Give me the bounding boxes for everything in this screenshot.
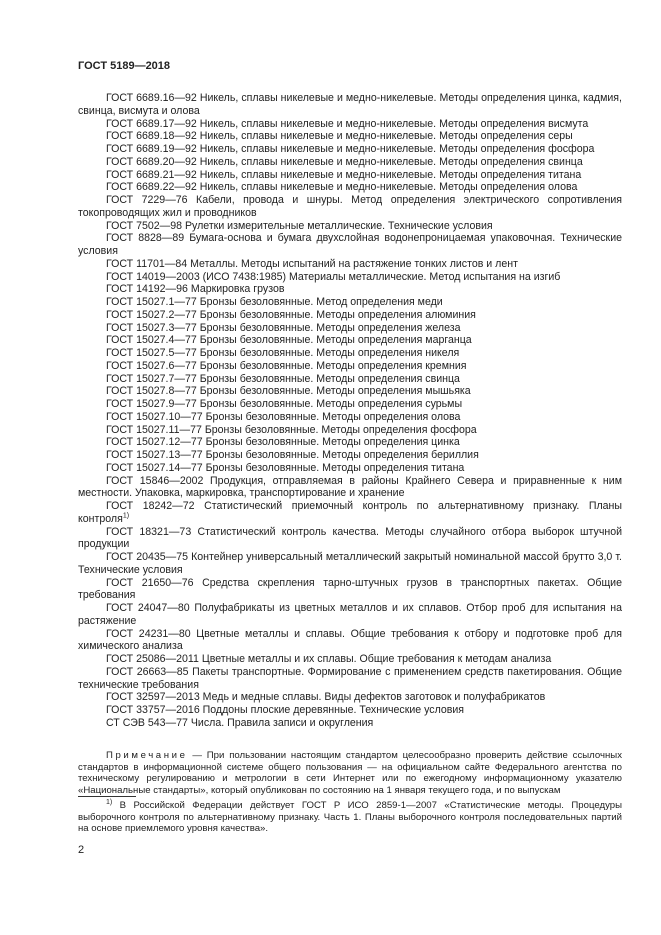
footnote — [78, 800, 622, 835]
reference-item — [78, 283, 622, 296]
reference-text: ГОСТ 15027.8—77 Бронзы безоловянные. Методы определения мышьяка — [106, 385, 471, 398]
reference-item — [78, 436, 622, 449]
reference-text: ГОСТ 6689.20—92 Никель, сплавы никелевые и медно-никелевые. Методы определения свинца — [106, 155, 583, 168]
reference-item — [78, 92, 622, 118]
reference-text: ГОСТ 14019—2003 (ИСО 7438:1985) Материалы металлические. Метод испытания на изгиб — [106, 270, 561, 283]
reference-item — [78, 449, 622, 462]
reference-text: СТ СЭВ 543—77 Числа. Правила записи и округления — [106, 716, 374, 729]
reference-text: ГОСТ 6689.21—92 Никель, сплавы никелевые и медно-никелевые. Методы определения титана — [106, 168, 582, 181]
reference-item — [78, 551, 622, 577]
page-number: 2 — [78, 844, 85, 856]
reference-text: ГОСТ 15027.3—77 Бронзы безоловянные. Методы определения железа — [106, 321, 461, 334]
reference-text: ГОСТ 15027.1—77 Бронзы безоловянные. Метод определения меди — [106, 296, 443, 308]
reference-text: ГОСТ 15027.7—77 Бронзы безоловянные. Методы определения свинца — [106, 372, 460, 385]
reference-item — [78, 309, 622, 322]
reference-text: ГОСТ 15027.4—77 Бронзы безоловянные. Методы определения марганца — [106, 334, 472, 347]
reference-item — [78, 232, 622, 258]
reference-text: ГОСТ 20435—75 Контейнер универсальный металлический закрытый номинальной массой брутто 3,0 т. Технические условия — [78, 551, 622, 576]
reference-item — [78, 628, 622, 654]
reference-item — [78, 704, 622, 717]
document-header: ГОСТ 5189—2018 — [78, 60, 171, 72]
reference-text: ГОСТ 18321—73 Статистический контроль качества. Методы случайного отбора выборок штучной продукции — [78, 525, 622, 551]
reference-text: ГОСТ 18242—72 Статистический приемочный контроль по альтернативному признаку. Планы контроля — [78, 500, 622, 525]
reference-text: ГОСТ 8828—89 Бумага-основа и бумага двухслойная водонепроницаемая упаковочная. Технические условия — [78, 232, 622, 257]
reference-text: ГОСТ 15027.6—77 Бронзы безоловянные. Методы определения кремния — [106, 359, 467, 372]
reference-item — [78, 347, 622, 360]
reference-text: ГОСТ 15027.9—77 Бронзы безоловянные. Методы определения сурьмы — [106, 398, 463, 410]
reference-item — [78, 194, 622, 220]
reference-text: ГОСТ 15027.10—77 Бронзы безоловянные. Методы определения олова — [106, 410, 461, 423]
reference-item — [78, 169, 622, 182]
reference-item — [78, 220, 622, 233]
reference-text: ГОСТ 32597—2013 Медь и медные сплавы. Виды дефектов заготовок и полуфабрикатов — [106, 691, 546, 704]
reference-item — [78, 717, 622, 730]
reference-item — [78, 475, 622, 501]
footnote-ref-marker: 1) — [122, 512, 130, 520]
footnote-text: В Российской Федерации действует ГОСТ Р ИСО 2859-1—2007 «Статистические методы. Процедуры выборочного контроля по альтернативному признаку. Часть 1. Планы выборочного контроля последовательных партий на основе приемлемого уровня качества». — [78, 800, 622, 835]
reference-item — [78, 258, 622, 271]
reference-item — [78, 577, 622, 603]
reference-item — [78, 398, 622, 411]
reference-item — [78, 156, 622, 169]
footnote-marker: 1) — [106, 798, 113, 806]
reference-text: ГОСТ 21650—76 Средства скрепления тарно-штучных грузов в транспортных пакетах. Общие требования — [78, 576, 622, 602]
reference-item — [78, 500, 622, 526]
reference-text: ГОСТ 24047—80 Полуфабрикаты из цветных металлов и их сплавов. Отбор проб для испытания на растяжение — [78, 602, 622, 627]
reference-text: ГОСТ 15027.12—77 Бронзы безоловянные. Методы определения цинка — [106, 436, 460, 449]
reference-text: ГОСТ 11701—84 Металлы. Методы испытаний на растяжение тонких листов и лент — [106, 257, 518, 270]
reference-text: ГОСТ 6689.22—92 Никель, сплавы никелевые и медно-никелевые. Методы определения олова — [106, 181, 578, 194]
reference-text: ГОСТ 15027.14—77 Бронзы безоловянные. Методы определения титана — [106, 461, 465, 474]
reference-text: ГОСТ 6689.19—92 Никель, сплавы никелевые и медно-никелевые. Методы определения фосфора — [106, 143, 595, 155]
reference-text: ГОСТ 25086—2011 Цветные металлы и их сплавы. Общие требования к методам анализа — [106, 653, 552, 665]
reference-text: ГОСТ 7502—98 Рулетки измерительные металлические. Технические условия — [106, 219, 493, 232]
reference-text: ГОСТ 6689.18—92 Никель, сплавы никелевые и медно-никелевые. Методы определения серы — [106, 130, 573, 143]
reference-text: ГОСТ 15027.11—77 Бронзы безоловянные. Методы определения фосфора — [106, 423, 477, 436]
reference-item — [78, 691, 622, 704]
reference-text: ГОСТ 15027.5—77 Бронзы безоловянные. Методы определения никеля — [106, 347, 460, 359]
reference-item — [78, 271, 622, 284]
reference-text: ГОСТ 24231—80 Цветные металлы и сплавы. Общие требования к отбору и подготовке проб для химического анализа — [78, 627, 622, 653]
reference-item — [78, 118, 622, 131]
reference-item — [78, 666, 622, 692]
reference-item — [78, 424, 622, 437]
normative-references-list — [78, 92, 622, 730]
reference-item — [78, 130, 622, 143]
reference-text: ГОСТ 6689.17—92 Никель, сплавы никелевые и медно-никелевые. Методы определения висмута — [106, 117, 589, 130]
reference-text: ГОСТ 33757—2016 Поддоны плоские деревянные. Технические условия — [106, 704, 465, 716]
reference-text: ГОСТ 15027.13—77 Бронзы безоловянные. Методы определения бериллия — [106, 449, 479, 461]
reference-item — [78, 181, 622, 194]
reference-item — [78, 385, 622, 398]
reference-text: ГОСТ 6689.16—92 Никель, сплавы никелевые и медно-никелевые. Методы определения цинка, кадмия, свинца, висмута и олова — [78, 92, 622, 117]
note-text: — При пользовании настоящим стандартом целесообразно проверить действие ссылочных стандартов в информационной системе общего пользования — на официальном сайте Федерального агентства по техническому регулированию и метрологии в сети Интернет или по ежегодному информационному указателю «Национальные стандарты», который опубликован по состоянию на 1 января текущего года, и по выпускам — [78, 750, 622, 796]
reference-item — [78, 411, 622, 424]
reference-item — [78, 462, 622, 475]
reference-item — [78, 653, 622, 666]
reference-item — [78, 373, 622, 386]
reference-item — [78, 143, 622, 156]
reference-text: ГОСТ 26663—85 Пакеты транспортные. Формирование с применением средств пакетирования. Общие технические требования — [78, 665, 622, 691]
reference-text: ГОСТ 7229—76 Кабели, провода и шнуры. Метод определения электрического сопротивления токопроводящих жил и проводников — [78, 194, 622, 219]
reference-item — [78, 334, 622, 347]
reference-item — [78, 602, 622, 628]
note-paragraph — [78, 750, 622, 796]
reference-text: ГОСТ 14192—96 Маркировка грузов — [106, 283, 285, 296]
footnote-divider — [78, 796, 136, 797]
reference-item — [78, 526, 622, 552]
note-label: Примечание — [106, 750, 188, 761]
reference-text: ГОСТ 15846—2002 Продукция, отправляемая в районы Крайнего Севера и приравненные к ним местности. Упаковка, маркировка, транспортирование и хранение — [78, 474, 622, 500]
reference-item — [78, 360, 622, 373]
reference-item — [78, 322, 622, 335]
reference-text: ГОСТ 15027.2—77 Бронзы безоловянные. Методы определения алюминия — [106, 308, 476, 321]
reference-item — [78, 296, 622, 309]
